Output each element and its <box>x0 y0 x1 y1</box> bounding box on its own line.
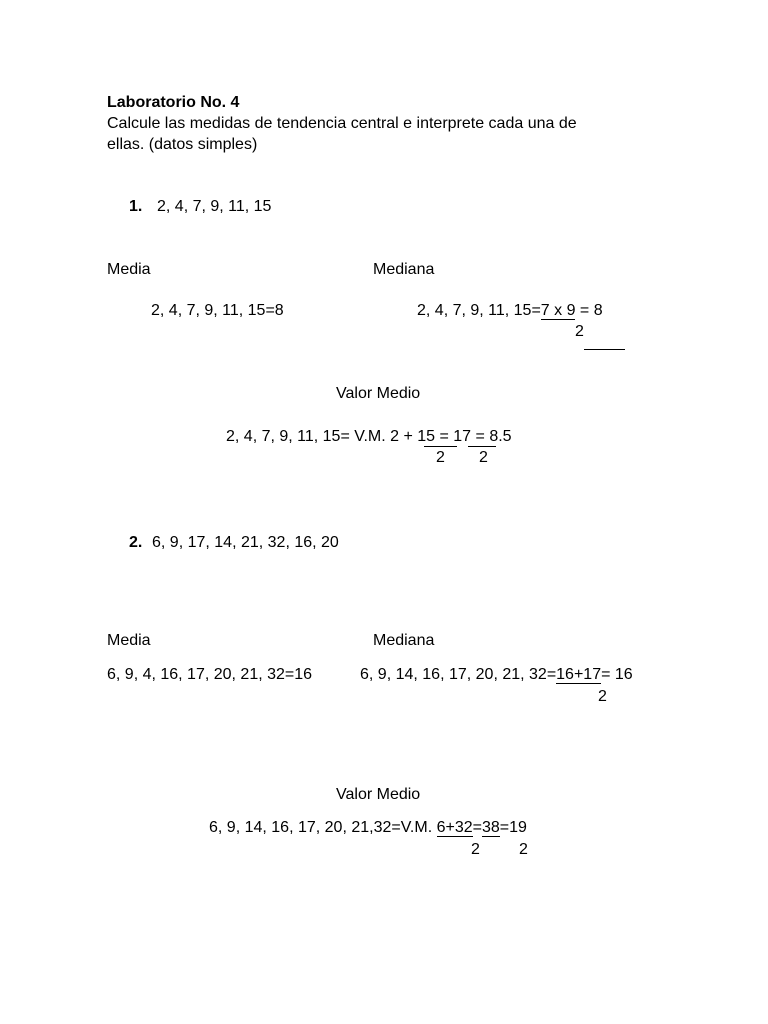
instruction-line-2: ellas. (datos simples) <box>107 136 258 153</box>
problem-1-fraction-bar-2 <box>468 446 496 447</box>
problem-2-vm-denominator-1: 2 <box>471 841 480 858</box>
problem-2-mediana-label: Mediana <box>373 632 435 649</box>
problem-2-valor-medio-label: Valor Medio <box>336 786 421 803</box>
problem-2-number: 2. <box>129 534 143 551</box>
problem-1-number: 1. <box>129 198 143 215</box>
problem-1-vm-denominator-1: 2 <box>436 449 445 466</box>
problem-2-data: 6, 9, 17, 14, 21, 32, 16, 20 <box>152 534 339 551</box>
problem-1-vm-denominator-2: 2 <box>479 449 488 466</box>
problem-1-fraction-bar-1 <box>424 446 457 447</box>
problem-2-mediana-calc: 6, 9, 14, 16, 17, 20, 21, 32=16+17= 16 <box>360 666 633 683</box>
problem-1-valor-medio-label: Valor Medio <box>336 385 421 402</box>
problem-1-media-label: Media <box>107 261 151 278</box>
problem-2-vm-calc: 6, 9, 14, 16, 17, 20, 21,32=V.M. 6+32=38=19 <box>209 819 527 836</box>
problem-1-vm-calc: 2, 4, 7, 9, 11, 15= V.M. 2 + 15 = 17 = 8.5 <box>226 428 512 445</box>
problem-2-media-calc: 6, 9, 4, 16, 17, 20, 21, 32=16 <box>107 666 313 683</box>
problem-1-data: 2, 4, 7, 9, 11, 15 <box>157 198 272 215</box>
problem-1-mediana-label: Mediana <box>373 261 435 278</box>
problem-1-mediana-denominator: 2 <box>575 323 584 340</box>
problem-2-vm-denominator-2: 2 <box>519 841 528 858</box>
problem-1-mediana-calc: 2, 4, 7, 9, 11, 15=7 x 9 = 8 <box>417 302 603 319</box>
instruction-line-1: Calcule las medidas de tendencia central e interprete cada una de <box>107 115 577 132</box>
page-title: Laboratorio No. 4 <box>107 94 240 111</box>
problem-1-underline-mark <box>584 349 625 350</box>
problem-1-media-calc: 2, 4, 7, 9, 11, 15=8 <box>151 302 284 319</box>
problem-2-mediana-denominator: 2 <box>598 688 607 705</box>
problem-2-media-label: Media <box>107 632 151 649</box>
